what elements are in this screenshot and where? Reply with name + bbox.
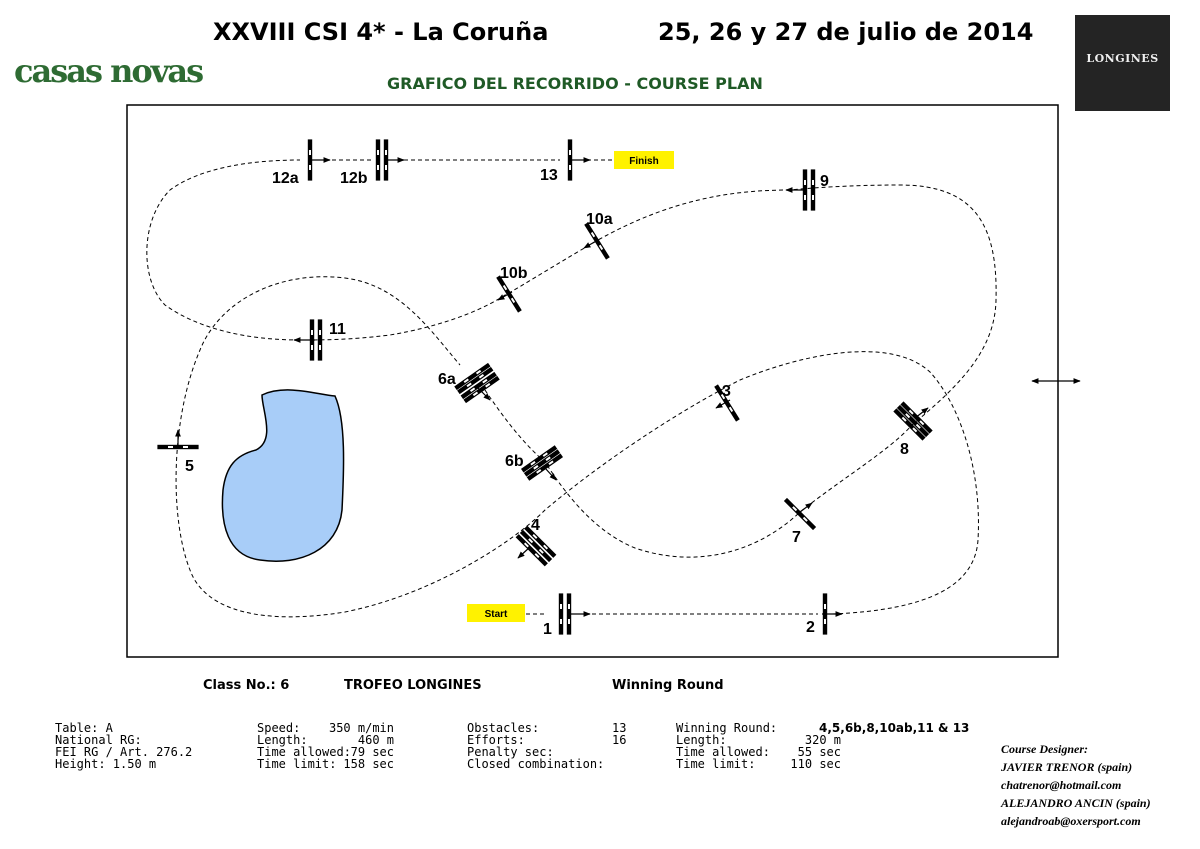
spec-value: 460 m [357,733,394,747]
spec-label: Length: [676,733,727,747]
obstacle-2 [823,594,826,634]
obstacle-label-7: 7 [792,529,801,546]
obstacle-label-2: 2 [806,619,815,636]
spec-value: 110 sec [790,757,841,771]
spec-label: Length: [257,733,308,747]
spec-line: FEI RG / Art. 276.2 [55,745,193,759]
obstacle-label-1: 1 [543,621,552,638]
obstacle-label-4: 4 [531,517,540,534]
spec-value: 158 sec [343,757,394,771]
spec-line: Table: A [55,721,113,735]
obstacle-label-3: 3 [722,383,731,400]
spec-label: Time allowed: [676,745,770,759]
spec-col-1 [55,722,192,770]
spec-value: 79 sec [350,745,394,759]
spec-value: 55 sec [797,745,841,759]
spec-label: Closed combination: [467,757,605,771]
sponsor-logo-text: LONGINES [1086,52,1159,65]
spec-value [612,746,626,758]
obstacle-12b [376,140,387,180]
designer-line: JAVIER TRENOR (spain) [1001,760,1133,774]
brand-logo: casas novas [14,52,203,90]
spec-label: Time limit: [676,757,756,771]
spec-label: Time limit: [257,757,337,771]
class-number: Class No.: 6 [203,678,290,693]
spec-value: 320 m [804,733,841,747]
start-label: Start [484,609,508,620]
spec-label: Speed: [257,721,301,735]
course-designer [1001,740,1151,830]
obstacle-label-6a: 6a [438,371,456,388]
obstacle-12a [308,140,311,180]
spec-col-3-labels [467,722,604,770]
spec-label: Penalty sec: [467,745,554,759]
designer-line: chatrenor@hotmail.com [1001,778,1122,792]
spec-col-4-values [789,722,969,770]
obstacle-13 [568,140,571,180]
designer-line: ALEJANDRO ANCIN (spain) [1001,796,1151,810]
spec-label: Winning Round: [676,721,778,735]
spec-label: Time allowed: [257,745,351,759]
round-name: Winning Round [612,678,724,693]
obstacle-label-13: 13 [540,167,558,184]
event-dates: 25, 26 y 27 de julio de 2014 [658,18,1034,46]
water-pond [222,390,343,561]
spec-label: Obstacles: [467,721,540,735]
obstacle-10a [585,223,609,259]
obstacle-label-12a: 12a [272,170,299,187]
spec-value: 16 [612,733,627,747]
obstacle-5 [158,445,198,448]
spec-col-2-values [320,722,394,770]
obstacle-label-10b: 10b [500,265,528,282]
winning-round-obstacles: 4,5,6b,8,10ab,11 & 13 [819,721,970,735]
event-title: XXVIII CSI 4* - La Coruña [213,18,549,46]
obstacle-label-12b: 12b [340,170,368,187]
obstacle-8 [894,402,932,440]
designer-heading: Course Designer: [1001,742,1089,756]
spec-col-3-values [612,722,626,770]
obstacle-label-8: 8 [900,441,909,458]
obstacle-1 [559,594,570,634]
spec-value [612,758,626,770]
arena-border [127,105,1058,657]
obstacle-label-9: 9 [820,173,829,190]
obstacle-label-6b: 6b [505,453,524,470]
designer-line: alejandroab@oxersport.com [1001,814,1141,828]
spec-line: National RG: [55,733,142,747]
spec-line: Height: 1.50 m [55,757,157,771]
spec-col-4-labels [676,722,777,770]
spec-value: 13 [612,721,627,735]
finish-label: Finish [629,156,659,167]
spec-value: 350 m/min [328,721,394,735]
obstacle-label-11: 11 [329,321,346,338]
spec-label: Efforts: [467,733,525,747]
obstacle-label-10a: 10a [586,211,613,228]
obstacle-9 [803,170,814,210]
obstacle-label-5: 5 [185,458,194,475]
plan-title: GRAFICO DEL RECORRIDO - COURSE PLAN [387,74,763,93]
trophy-name: TROFEO LONGINES [344,678,482,693]
obstacle-6a [455,364,499,403]
obstacle-6b [522,446,562,480]
